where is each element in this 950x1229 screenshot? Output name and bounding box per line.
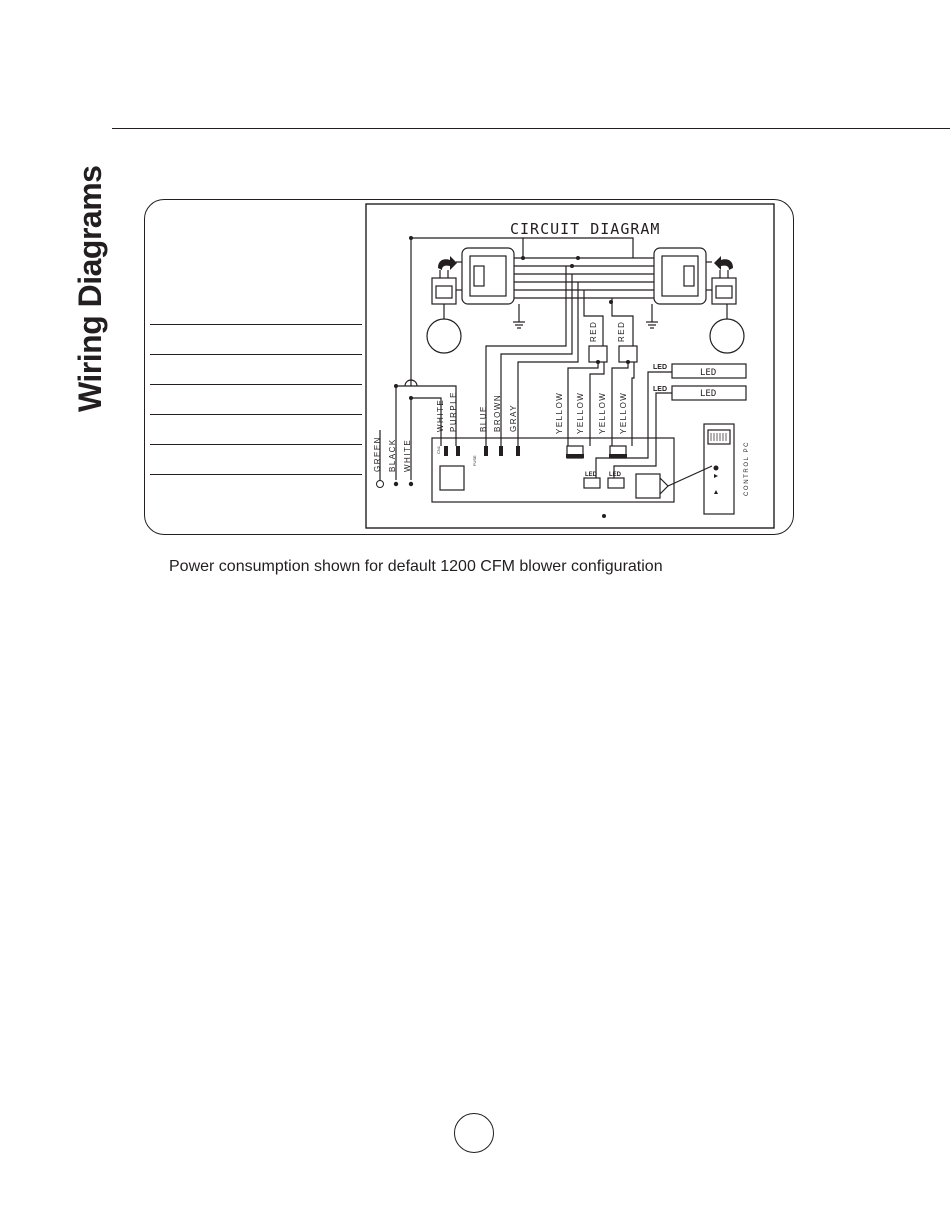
led-strip-label: LED <box>700 368 717 378</box>
right-lamp <box>710 270 744 353</box>
wire-label-black: BLACK <box>388 438 397 472</box>
control-board <box>432 438 674 502</box>
right-capacitor <box>619 346 637 362</box>
fuse-label: FUSE <box>472 455 477 466</box>
wire-label-yellow: YELLOW <box>555 391 564 434</box>
section-title: Wiring Diagrams <box>72 165 108 412</box>
led-label: LED <box>653 386 667 393</box>
wire-label-red: RED <box>589 320 598 342</box>
wire-label-white: WHITE <box>403 438 412 472</box>
wire-label-green: GREEN <box>373 436 382 472</box>
left-capacitor <box>589 346 607 362</box>
wire-label-purple: PURPLE <box>449 390 458 432</box>
wire-label-brown: BROWN <box>493 393 502 432</box>
left-lamp <box>427 270 461 353</box>
led-label: LED <box>653 364 667 371</box>
left-blower-housing <box>456 248 514 304</box>
connector-label: CN1 <box>436 445 441 454</box>
diagram-title: CIRCUIT DIAGRAM <box>510 220 661 238</box>
board-led-label: LED <box>609 472 621 478</box>
wire-label-yellow: YELLOW <box>619 391 628 434</box>
caption: Power consumption shown for default 1200 CFM blower configuration <box>169 558 663 575</box>
wire-label-white: WHITE <box>436 398 445 432</box>
circuit-diagram <box>0 0 950 560</box>
led-strip-label: LED <box>700 389 717 399</box>
wire-label-red: RED <box>617 320 626 342</box>
right-blower-housing <box>654 248 712 304</box>
wire-label-yellow: YELLOW <box>598 391 607 434</box>
wire-label-gray: GRAY <box>509 403 518 432</box>
control-label: CONTROL PC <box>744 440 750 496</box>
board-led-label: LED <box>585 472 597 478</box>
wire-label-blue: BLUE <box>479 405 488 432</box>
diagram-frame <box>366 204 774 528</box>
page-number-circle <box>454 1113 494 1153</box>
wire-label-yellow: YELLOW <box>576 391 585 434</box>
